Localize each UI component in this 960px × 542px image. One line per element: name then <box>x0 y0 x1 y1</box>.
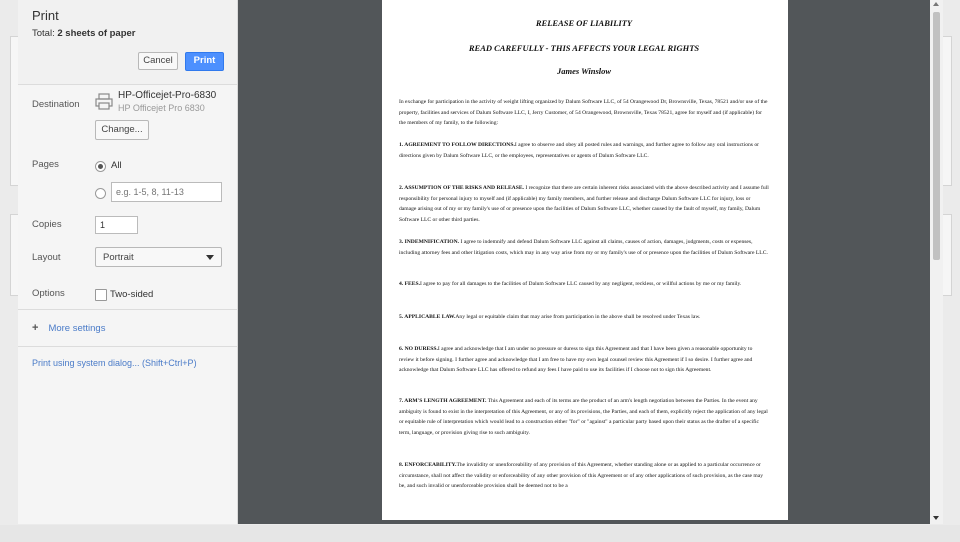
layout-label: Layout <box>32 252 61 263</box>
document-name: James Winslow <box>556 66 612 76</box>
more-settings-label: More settings <box>48 323 106 334</box>
document-section <box>399 344 769 376</box>
more-settings-link[interactable] <box>32 322 105 334</box>
pages-custom-radio[interactable] <box>95 188 106 199</box>
document-intro: In exchange for participation in the activity of weight lifting organized by Dalum Software LLC, of 54 Orangewood Dr, Brownsville, Texas, 78521 and/or use of the property, facilities and services of Dalum Software LLC, I, Jerry Customer, of 54 Orangewood, Brownsville, Texas 78521, agree for myself and (if applicable) for the members of my family, to the following: <box>399 99 768 127</box>
section-heading: 5. APPLICABLE LAW. <box>399 314 456 320</box>
plus-icon: + <box>32 322 39 334</box>
total-value: 2 sheets of paper <box>57 28 136 39</box>
scroll-thumb[interactable] <box>933 12 940 260</box>
section-body: I agree to pay for all damages to the facilities of Dalum Software LLC caused by any negligent, reckless, or willful actions by me or my family. <box>419 281 742 287</box>
document-title: RELEASE OF LIABILITY <box>535 18 633 28</box>
pages-all-radio[interactable] <box>95 161 106 172</box>
section-body: I agree and acknowledge that I am under no pressure or duress to sign this Agreement and that I have been given a reasonable opportunity to review it before signing. I further agree and acknowledge that I am free to have my own legal counsel review this Agreement if I so desire. I further agree and acknowledge that Dalum Software LLC has offered to refund any fees I have paid to use its facilities if I choose not to sign this Agreement. <box>399 346 753 374</box>
section-heading: 7. ARM'S LENGTH AGREEMENT. <box>399 398 487 404</box>
copies-input[interactable] <box>95 216 138 234</box>
section-heading: 2. ASSUMPTION OF THE RISKS AND RELEASE. <box>399 185 524 191</box>
scroll-down-icon[interactable] <box>933 516 939 520</box>
system-dialog-link[interactable]: Print using system dialog... (Shift+Ctrl+P) <box>32 358 197 368</box>
section-body: I agree to observe and obey all posted rules and warnings, and further agree to follow any oral instructions or directions given by Dalum Software LLC, or the employees, representatives or agents of Dalum Software LLC. <box>399 142 760 159</box>
copies-label: Copies <box>32 219 62 230</box>
document-section <box>399 279 769 290</box>
scroll-up-icon[interactable] <box>933 2 939 6</box>
section-heading: 1. AGREEMENT TO FOLLOW DIRECTIONS. <box>399 142 515 148</box>
section-body: I agree to indemnify and defend Dalum Software LLC against all claims, causes of action, damages, judgments, costs or expenses, including attorney fees and other litigation costs, which may in any way arise from my or my family's use of or presence upon the facilities of Dalum Software LLC. <box>399 239 768 256</box>
document-section <box>399 183 769 226</box>
two-sided-checkbox[interactable] <box>95 289 107 301</box>
document-section <box>399 460 769 492</box>
two-sided-label: Two-sided <box>110 289 154 300</box>
section-heading: 6. NO DURESS. <box>399 346 438 352</box>
section-body: This Agreement and each of its terms are the product of an arm's length negotiation between the Parties. In the event any ambiguity is found to exist in the interpretation of this Agreement, or any of its provisions, the Parties, and each of them, explicitly reject the application of any legal or equitable rule of interpretation which would lead to a construction either "for" or "against" a particular party based upon their status as the drafter of a specific term, language, or provision giving rise to such ambiguity. <box>399 398 768 437</box>
section-heading: 4. FEES. <box>399 281 420 287</box>
page-scrollbar[interactable] <box>930 0 943 524</box>
chevron-down-icon <box>206 255 214 260</box>
section-heading: 8. ENFORCEABILITY. <box>399 462 457 468</box>
printer-icon <box>95 93 113 110</box>
printer-description: HP Officejet Pro 6830 <box>118 103 205 113</box>
total-sheets <box>32 28 136 39</box>
options-label: Options <box>32 288 65 299</box>
background-footer <box>0 525 960 542</box>
pages-label: Pages <box>32 159 59 170</box>
print-preview-area <box>238 0 930 524</box>
document-subtitle: READ CAREFULLY - THIS AFFECTS YOUR LEGAL RIGHTS <box>468 43 700 53</box>
cancel-button[interactable]: Cancel <box>138 52 178 70</box>
print-button[interactable]: Print <box>185 52 224 71</box>
document-section <box>399 140 769 161</box>
document-section <box>399 396 769 439</box>
printer-name: HP-Officejet-Pro-6830 <box>118 90 217 101</box>
section-body: I recognize that there are certain inherent risks associated with the above described activity and I assume full responsibility for personal injury to myself and (if applicable) my family members, and further release and discharge Dalum Software LLC for injury, loss or damage arising out of my or my family's use of or presence upon the facilities of Dalum Software LLC, whether caused by the fault of myself, my family, Dalum Software LLC or other third parties. <box>399 185 769 224</box>
destination-label: Destination <box>32 99 80 110</box>
print-header <box>18 0 237 85</box>
divider <box>18 346 237 347</box>
change-destination-button[interactable]: Change... <box>95 120 149 140</box>
preview-page <box>382 0 788 520</box>
section-body: The invalidity or unenforceability of any provision of this Agreement, whether standing alone or as applied to a particular occurrence or circumstance, shall not affect the validity or enforceability of any other provision of this Agreement or of any other applications of such provision, as the case may be, and such invalid or unenforceable provision shall be deemed not to be a <box>399 462 764 490</box>
document-section <box>399 237 769 258</box>
layout-select[interactable] <box>95 247 222 267</box>
layout-value: Portrait <box>103 252 134 263</box>
total-label: Total: <box>32 28 58 39</box>
section-heading: 3. INDEMNIFICATION. <box>399 239 460 245</box>
document-section <box>399 312 769 323</box>
divider <box>18 309 237 310</box>
pages-all-label: All <box>111 160 122 171</box>
dialog-title: Print <box>32 8 59 23</box>
print-settings-panel <box>18 0 238 524</box>
section-body: Any legal or equitable claim that may arise from participation in the above shall be resolved under Texas law. <box>455 314 701 320</box>
pages-range-input[interactable] <box>111 182 222 202</box>
